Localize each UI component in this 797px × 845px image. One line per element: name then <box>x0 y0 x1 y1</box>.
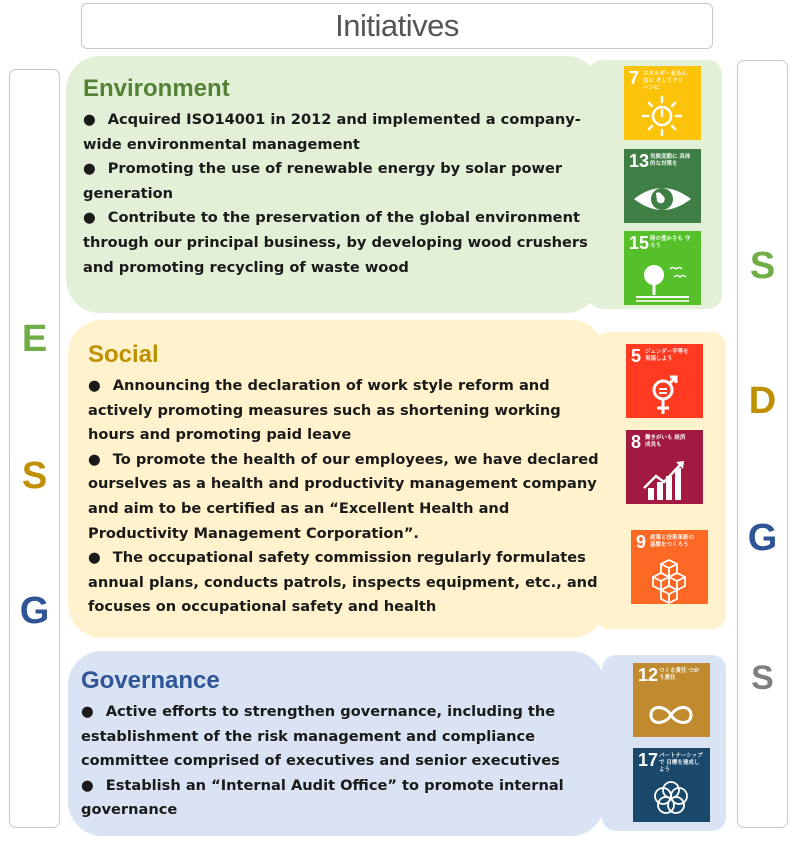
list-item: ● To promote the health of our employees, we have declared ourselves as a health and productivity management company and aim to be certified as an “Excellent Health and Productivity Management Corporation”. <box>88 450 599 542</box>
bullet-icon: ● <box>81 703 94 720</box>
esg-letter-g: G <box>19 590 50 632</box>
gender-equality-icon <box>626 370 703 418</box>
infinity-icon <box>633 689 710 737</box>
list-item: ● Active efforts to strengthen governance, including the establishment of the risk management and compliance committee comprised of executives and senior executives <box>81 703 560 770</box>
sdg-8-tile: 8 働きがいも 経済成長も <box>626 430 703 504</box>
social-bullets <box>88 374 603 620</box>
sdg-17-tile: 17 パートナーシップで 目標を達成しよう <box>633 748 710 822</box>
bullet-icon: ● <box>88 549 101 567</box>
cubes-icon <box>631 556 708 604</box>
sdg-13-tile: 13 気候変動に 具体的な対策を <box>624 149 701 223</box>
list-item: ● Announcing the declaration of work style reform and actively promoting measures such as shortening working hours and promoting paid leave <box>88 377 561 444</box>
list-item: ● The occupational safety commission regularly formulates annual plans, conducts patrols, inspects equipment, etc., and focuses on occupational safety and health <box>88 549 598 616</box>
sun-power-icon <box>624 92 701 140</box>
sdg-5-tile: 5 ジェンダー平等を 実現しよう <box>626 344 703 418</box>
sdgs-letter-d: D <box>748 380 777 422</box>
growth-chart-icon <box>626 456 703 504</box>
sdgs-column <box>737 60 788 828</box>
bullet-icon: ● <box>83 160 96 178</box>
sdgs-letter-g: G <box>747 517 778 559</box>
bullet-icon: ● <box>88 450 101 468</box>
governance-bullets <box>81 700 591 823</box>
list-item: ● Promoting the use of renewable energy by solar power generation <box>83 160 563 202</box>
page-title: Initiatives <box>81 3 713 49</box>
governance-heading: Governance <box>81 667 220 694</box>
sdg-7-tile: 7 エネルギーをみんなに そしてクリーンに <box>624 66 701 140</box>
esg-letter-s: S <box>21 455 48 497</box>
bullet-icon: ● <box>88 377 101 394</box>
sdg-12-tile: 12 つくる責任 つかう責任 <box>633 663 710 737</box>
esg-column <box>9 69 60 828</box>
esg-letter-e: E <box>21 318 48 360</box>
bullet-icon: ● <box>81 776 94 794</box>
environment-bullets <box>83 108 588 280</box>
eye-globe-icon <box>624 175 701 223</box>
flower-rings-icon <box>633 774 710 822</box>
tree-birds-icon <box>624 257 701 305</box>
list-item: ● Acquired ISO14001 in 2012 and implemented a company-wide environmental management <box>83 111 581 153</box>
sdgs-letter-s1: S <box>749 245 776 287</box>
sdgs-letter-s2: S <box>751 659 774 697</box>
bullet-icon: ● <box>83 111 96 128</box>
list-item: ● Establish an “Internal Audit Office” to promote internal governance <box>81 776 564 819</box>
social-heading: Social <box>88 341 159 368</box>
bullet-icon: ● <box>83 209 96 227</box>
list-item: ● Contribute to the preservation of the global environment through our principal business, by developing wood crushers and promoting recycling of waste wood <box>83 209 588 276</box>
sdg-15-tile: 15 陸の豊かさも 守ろう <box>624 231 701 305</box>
sdg-9-tile: 9 産業と技術革新の 基盤をつくろう <box>631 530 708 604</box>
environment-heading: Environment <box>83 75 230 102</box>
